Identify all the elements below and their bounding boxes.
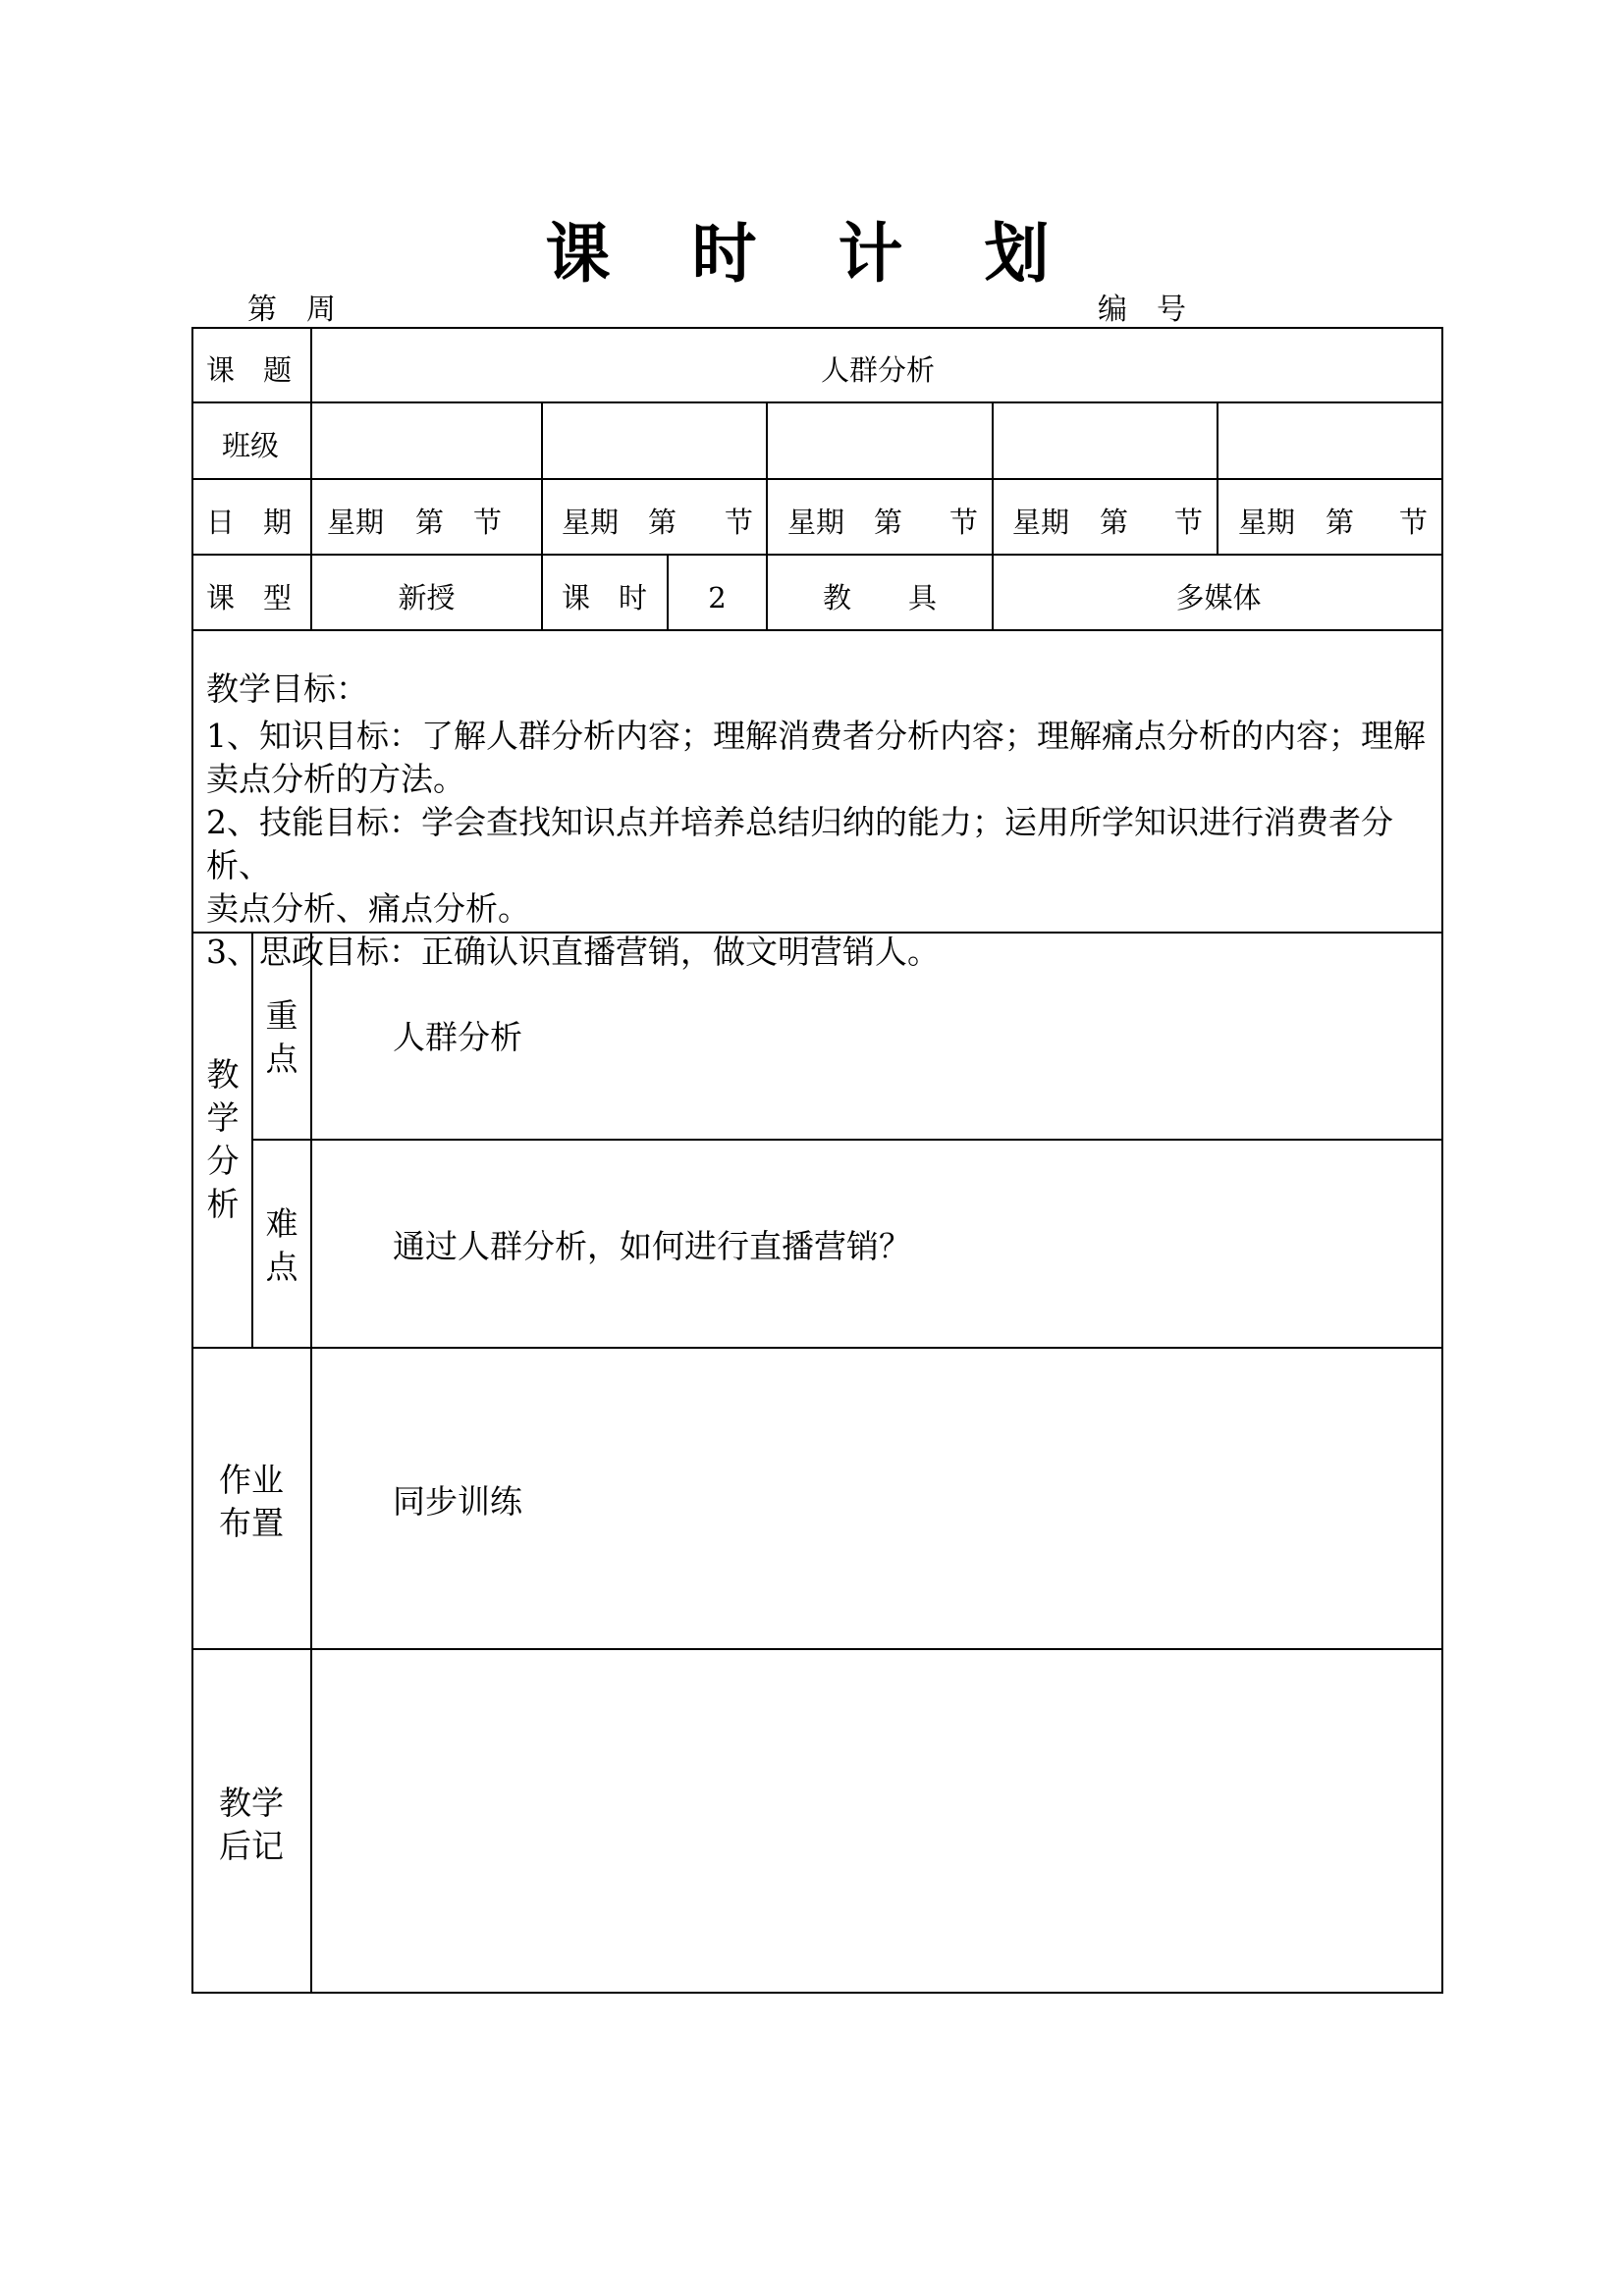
lesson-plan-table bbox=[191, 327, 1443, 1994]
key-point-label: 重点 bbox=[265, 996, 298, 1078]
col-divider bbox=[251, 932, 253, 1347]
row-divider bbox=[251, 1139, 1443, 1141]
row-divider bbox=[191, 1648, 1443, 1650]
col-divider bbox=[766, 401, 768, 554]
date-ordinal: 第 bbox=[1100, 506, 1129, 539]
tools-value: 多媒体 bbox=[1175, 581, 1262, 614]
homework-value: 同步训练 bbox=[393, 1482, 522, 1521]
row-divider bbox=[191, 401, 1443, 403]
tools-label: 教 具 bbox=[822, 581, 937, 614]
type-value: 新授 bbox=[398, 581, 456, 614]
date-ordinal: 第 bbox=[415, 506, 445, 539]
date-ordinal: 第 bbox=[874, 506, 903, 539]
page-title: 课 时 计 划 bbox=[545, 215, 1079, 292]
hours-value: 2 bbox=[708, 581, 727, 614]
date-ordinal: 第 bbox=[1326, 506, 1355, 539]
topic-value: 人群分析 bbox=[820, 353, 935, 387]
number-field: 编 号 bbox=[1098, 293, 1186, 327]
teaching-objectives bbox=[206, 667, 1434, 974]
key-point-value: 人群分析 bbox=[393, 1018, 522, 1056]
col-divider bbox=[1217, 401, 1218, 554]
row-divider bbox=[191, 478, 1443, 480]
objectives-heading: 教学目标： bbox=[206, 669, 368, 708]
date-weekday: 星期 bbox=[1238, 506, 1296, 539]
date-period: 节 bbox=[725, 506, 754, 539]
date-weekday: 星期 bbox=[1012, 506, 1070, 539]
objective-line: 3、思政目标：正确认识直播营销，做文明营销人。 bbox=[206, 933, 940, 971]
objective-line: 卖点分析、痛点分析。 bbox=[206, 889, 530, 928]
row-divider bbox=[191, 629, 1443, 631]
reflection-label: 教学后记 bbox=[219, 1784, 284, 1865]
date-period: 节 bbox=[473, 506, 503, 539]
objective-line: 2、技能目标：学会查找知识点并培养总结归纳的能力；运用所学知识进行消费者分析、 bbox=[206, 803, 1393, 884]
date-ordinal: 第 bbox=[648, 506, 677, 539]
row-divider bbox=[191, 554, 1443, 556]
difficult-point-label: 难点 bbox=[265, 1204, 298, 1286]
row-divider bbox=[191, 1347, 1443, 1349]
analysis-label: 教学分析 bbox=[206, 1055, 240, 1223]
col-divider bbox=[541, 401, 543, 629]
type-label: 课 型 bbox=[206, 581, 293, 614]
class-label: 班级 bbox=[222, 429, 280, 462]
date-label: 日 期 bbox=[206, 506, 293, 539]
difficult-point-value: 通过人群分析，如何进行直播营销？ bbox=[393, 1227, 911, 1265]
objective-line: 卖点分析的方法。 bbox=[206, 760, 465, 798]
topic-label: 课 题 bbox=[206, 353, 293, 387]
week-field: 第 周 bbox=[247, 293, 336, 327]
date-weekday: 星期 bbox=[562, 506, 620, 539]
homework-label: 作业布置 bbox=[219, 1461, 284, 1542]
objective-line: 1、知识目标：了解人群分析内容；理解消费者分析内容；理解痛点分析的内容；理解 bbox=[206, 717, 1426, 755]
col-divider bbox=[310, 932, 312, 1994]
date-period: 节 bbox=[1174, 506, 1204, 539]
date-weekday: 星期 bbox=[787, 506, 845, 539]
date-weekday: 星期 bbox=[327, 506, 385, 539]
date-period: 节 bbox=[949, 506, 979, 539]
hours-label: 课 时 bbox=[562, 581, 648, 614]
date-period: 节 bbox=[1399, 506, 1429, 539]
